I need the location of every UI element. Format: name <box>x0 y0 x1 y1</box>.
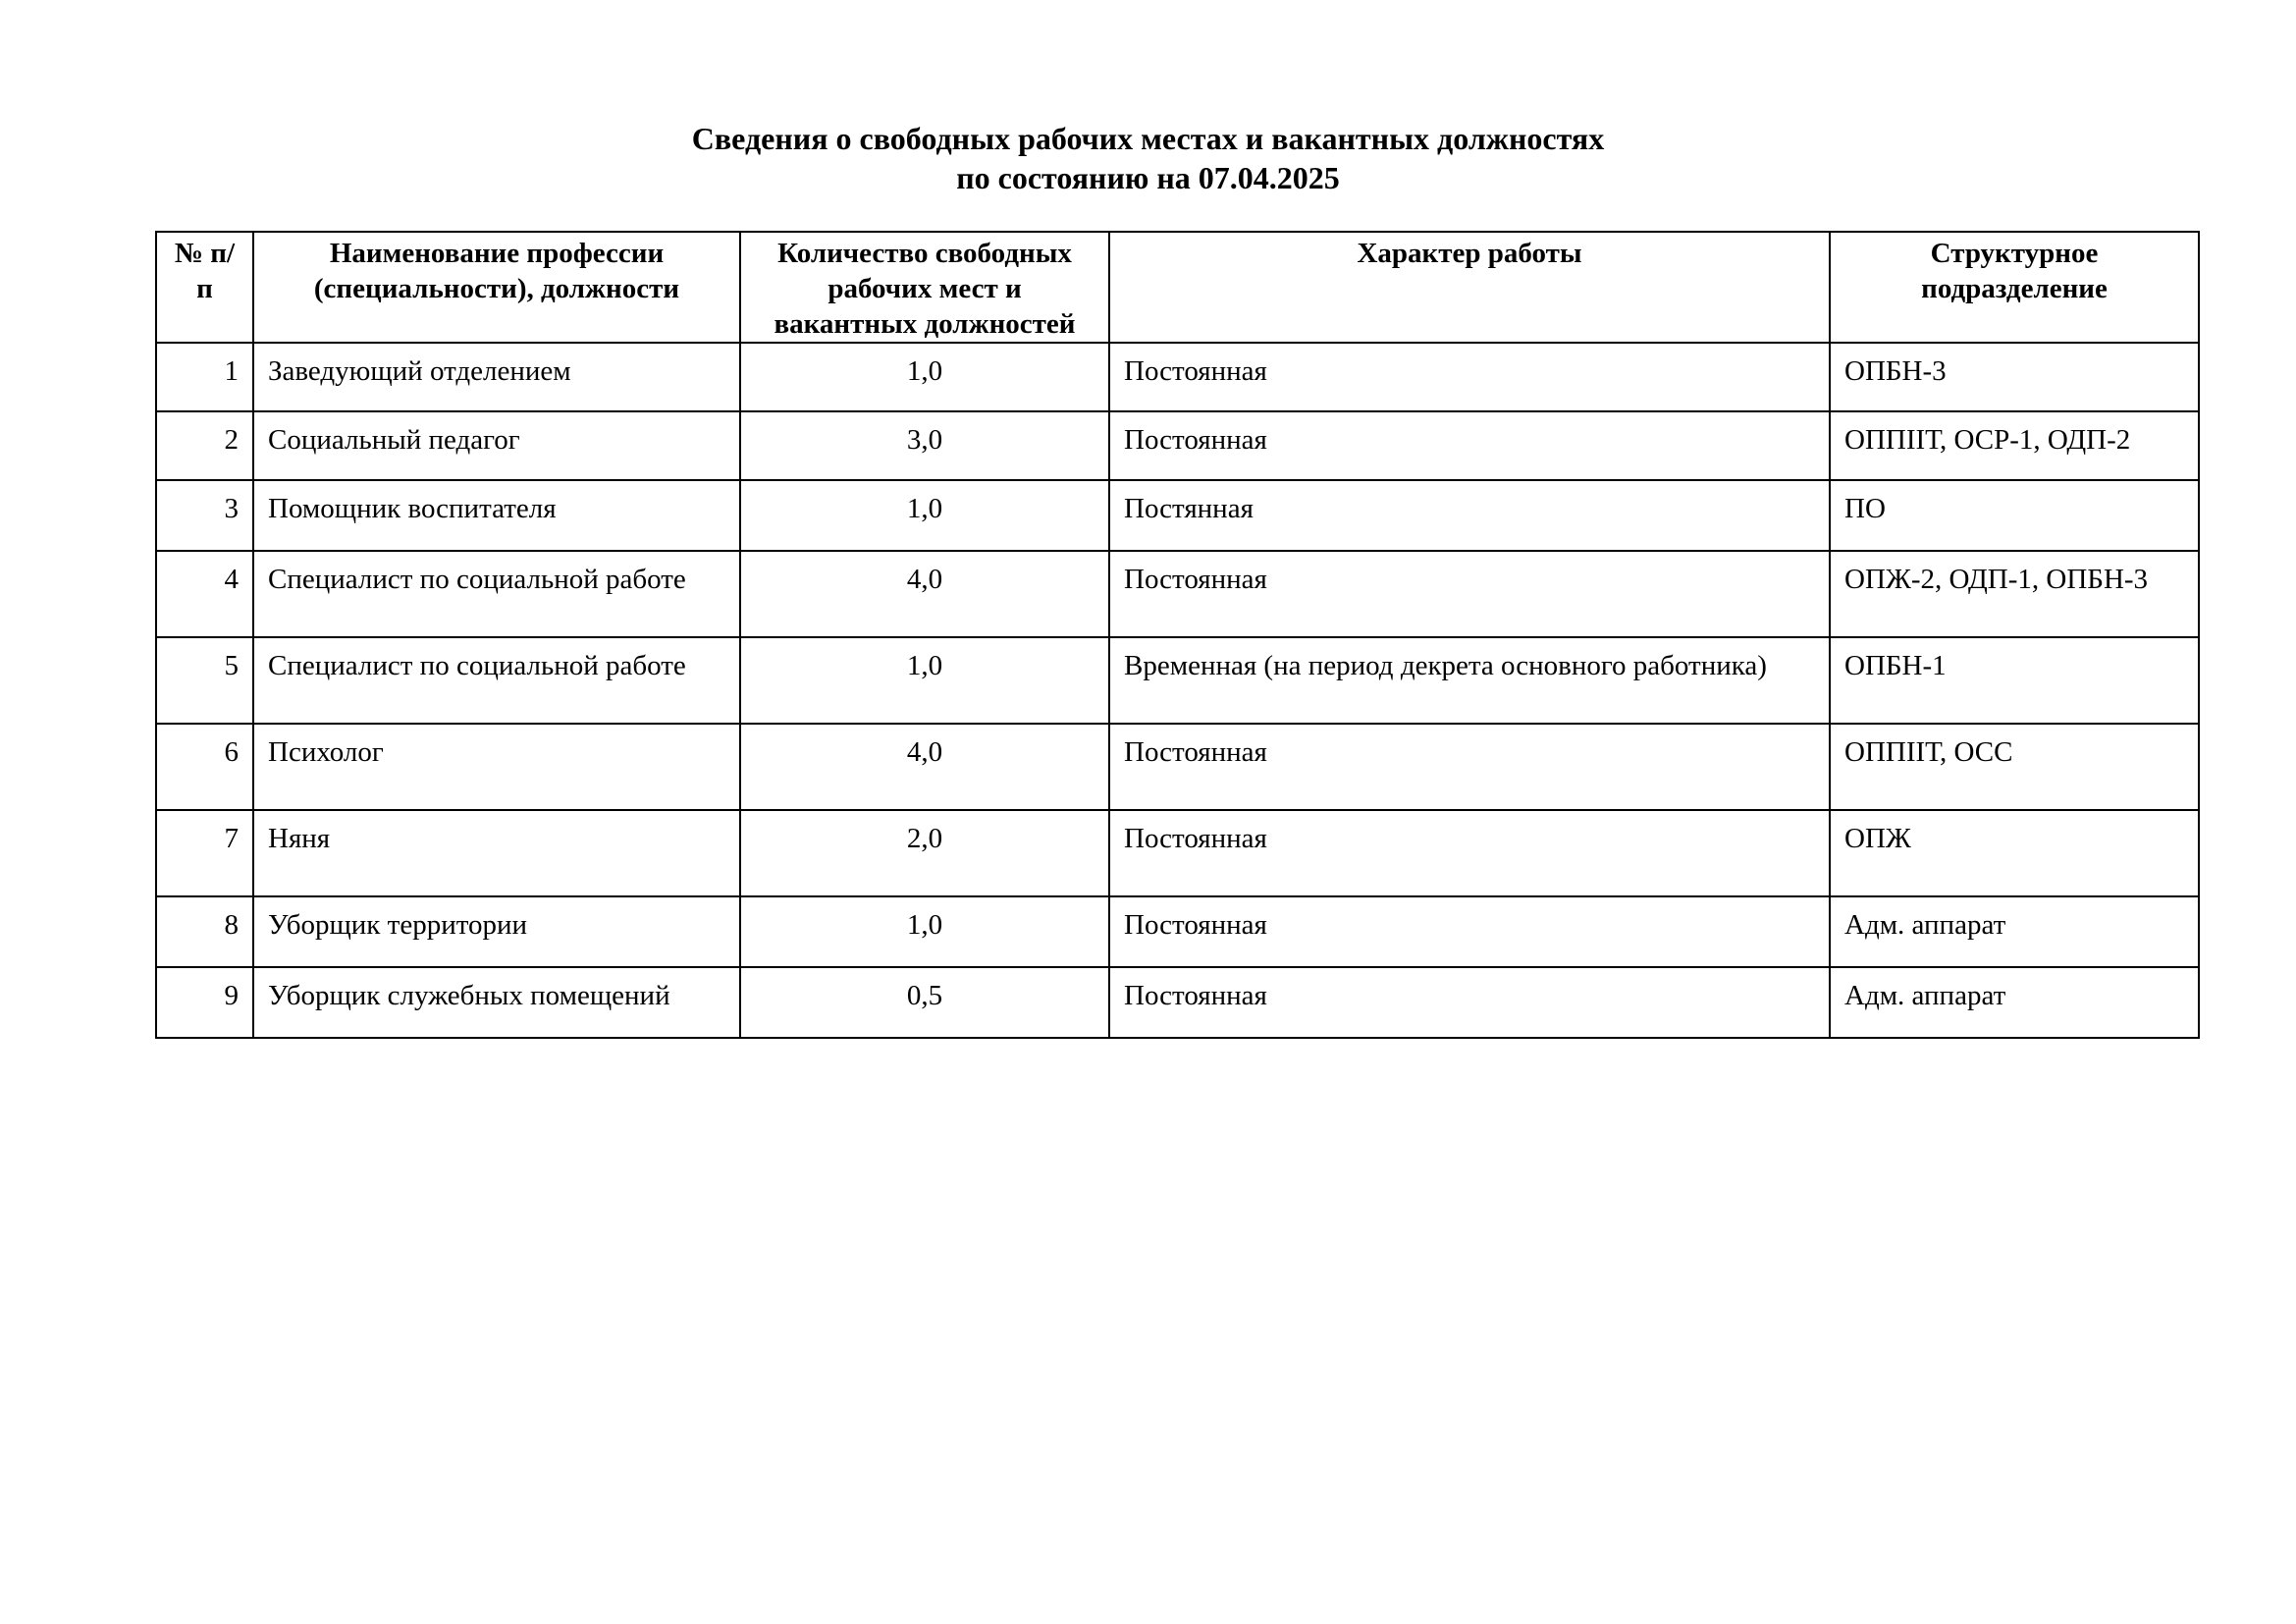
row-quantity: 0,5 <box>740 967 1109 1038</box>
row-quantity: 4,0 <box>740 724 1109 810</box>
row-quantity: 1,0 <box>740 896 1109 967</box>
row-work-character: Постоянная <box>1109 967 1830 1038</box>
document-subtitle-date: по состоянию на 07.04.2025 <box>956 160 1340 195</box>
row-profession: Социальный педагог <box>253 411 740 480</box>
table-body <box>156 343 2199 1038</box>
row-structural-unit: ОПЖ-2, ОДП-1, ОПБН-3 <box>1830 551 2199 637</box>
row-work-character: Постоянная <box>1109 724 1830 810</box>
row-profession: Специалист по социальной работе <box>253 551 740 637</box>
table-row <box>156 480 2199 551</box>
row-profession: Уборщик территории <box>253 896 740 967</box>
table-row <box>156 551 2199 637</box>
row-num: 3 <box>156 480 253 551</box>
row-work-character: Постянная <box>1109 480 1830 551</box>
row-num: 2 <box>156 411 253 480</box>
header-qty: Количество свободных рабочих мест и вакантных должностей <box>740 232 1109 343</box>
row-quantity: 4,0 <box>740 551 1109 637</box>
row-work-character: Постоянная <box>1109 343 1830 411</box>
row-quantity: 1,0 <box>740 343 1109 411</box>
row-work-character: Временная (на период декрета основного работника) <box>1109 637 1830 724</box>
row-quantity: 2,0 <box>740 810 1109 896</box>
row-quantity: 3,0 <box>740 411 1109 480</box>
row-structural-unit: Адм. аппарат <box>1830 896 2199 967</box>
row-num: 1 <box>156 343 253 411</box>
table-row <box>156 411 2199 480</box>
document-title: Сведения о свободных рабочих местах и вакантных должностях <box>691 121 1605 156</box>
table-row <box>156 967 2199 1038</box>
row-structural-unit: ОПБН-1 <box>1830 637 2199 724</box>
header-unit: Структурное подразделение <box>1830 232 2199 343</box>
row-profession: Помощник воспитателя <box>253 480 740 551</box>
row-structural-unit: ОППIIТ, ОСР-1, ОДП-2 <box>1830 411 2199 480</box>
row-structural-unit: ПО <box>1830 480 2199 551</box>
row-work-character: Постоянная <box>1109 810 1830 896</box>
row-quantity: 1,0 <box>740 637 1109 724</box>
header-num: № п/п <box>156 232 253 343</box>
row-num: 4 <box>156 551 253 637</box>
row-profession: Психолог <box>253 724 740 810</box>
table-row <box>156 637 2199 724</box>
row-structural-unit: ОПЖ <box>1830 810 2199 896</box>
row-work-character: Постоянная <box>1109 411 1830 480</box>
row-profession: Заведующий отделением <box>253 343 740 411</box>
row-work-character: Постоянная <box>1109 896 1830 967</box>
header-name: Наименование профессии (специальности), должности <box>253 232 740 343</box>
table-row <box>156 343 2199 411</box>
vacancies-table <box>155 231 2200 1039</box>
row-profession: Няня <box>253 810 740 896</box>
table-header-row <box>156 232 2199 343</box>
table-row <box>156 896 2199 967</box>
row-profession: Специалист по социальной работе <box>253 637 740 724</box>
row-num: 7 <box>156 810 253 896</box>
row-num: 5 <box>156 637 253 724</box>
table-row <box>156 724 2199 810</box>
row-num: 6 <box>156 724 253 810</box>
row-num: 8 <box>156 896 253 967</box>
table-row <box>156 810 2199 896</box>
row-profession: Уборщик служебных помещений <box>253 967 740 1038</box>
row-quantity: 1,0 <box>740 480 1109 551</box>
row-num: 9 <box>156 967 253 1038</box>
header-character: Характер работы <box>1109 232 1830 343</box>
row-structural-unit: Адм. аппарат <box>1830 967 2199 1038</box>
row-work-character: Постоянная <box>1109 551 1830 637</box>
row-structural-unit: ОПБН-3 <box>1830 343 2199 411</box>
row-structural-unit: ОППIIТ, ОСС <box>1830 724 2199 810</box>
